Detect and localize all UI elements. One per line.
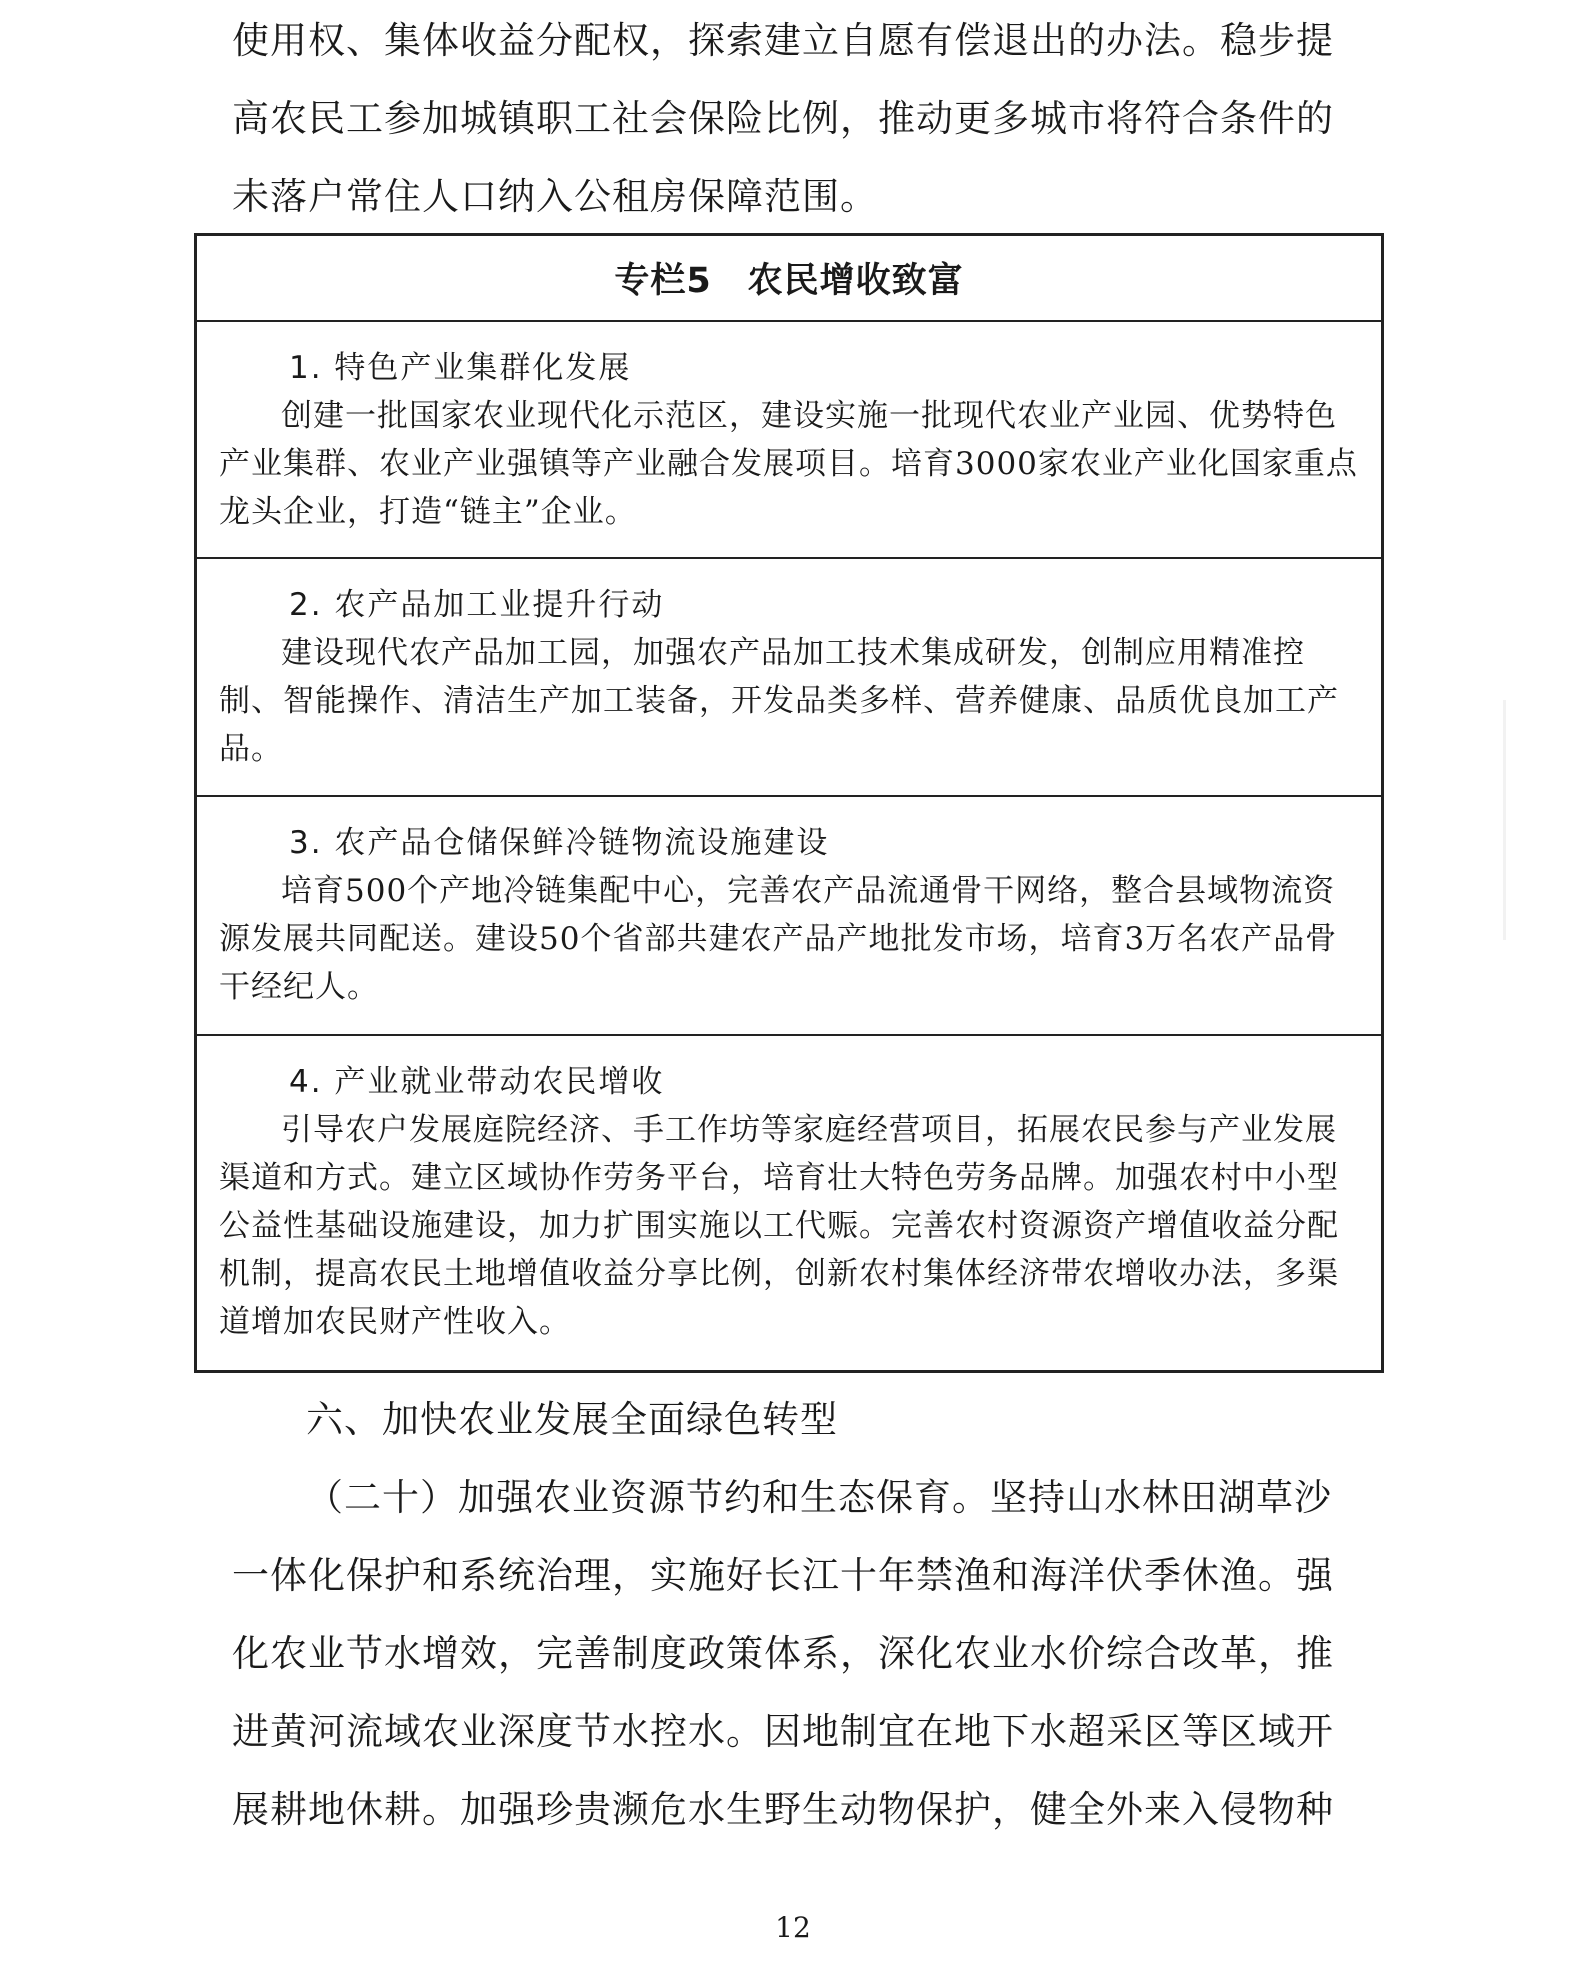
chapter-heading: 六、加快农业发展全面绿色转型 [306,1398,838,1441]
page-edge-shadow [1503,700,1506,940]
box-section-2 [197,559,1381,797]
section-body-3: 培育500个产地冷链集配中心，完善农产品流通骨干网络，整合县域物流资源发展共同配送。建设50个省部共建农产品产地批发市场，培育3万名农产品骨干经纪人。 [219,873,1338,1005]
box-section-1 [197,322,1381,559]
section-body-4: 引导农户发展庭院经济、手工作坊等家庭经营项目，拓展农民参与产业发展渠道和方式。建立区域协作劳务平台，培育壮大特色劳务品牌。加强农村中小型公益性基础设施建设，加力扩围实施以工代赈。完善农村资源资产增值收益分配机制，提高农民土地增值收益分享比例，创新农村集体经济带农增收办法，多渠道增加农民财产性收入。 [219,1112,1339,1340]
feature-box [194,233,1384,1373]
section-heading-4: 4. 产业就业带动农民增收 [289,1064,665,1100]
bottom-paragraph: （二十）加强农业资源节约和生态保育。坚持山水林田湖草沙一体化保护和系统治理，实施好长江十年禁渔和海洋伏季休渔。强化农业节水增效，完善制度政策体系，深化农业水价综合改革，推进黄河流域农业深度节水控水。因地制宜在地下水超采区等区域开展耕地休耕。加强珍贵濒危水生野生动物保护，健全外来入侵物种 [232,1476,1334,1831]
section-body-2: 建设现代农产品加工园，加强农产品加工技术集成研发，创制应用精准控制、智能操作、清洁生产加工装备，开发品类多样、营养健康、品质优良加工产品。 [219,635,1339,767]
page-number: 12 [775,1911,811,1944]
section-heading-2: 2. 农产品加工业提升行动 [289,587,665,623]
section-heading-1: 1. 特色产业集群化发展 [289,350,632,386]
top-paragraph: 使用权、集体收益分配权，探索建立自愿有偿退出的办法。稳步提高农民工参加城镇职工社会保险比例，推动更多城市将符合条件的未落户常住人口纳入公租房保障范围。 [232,19,1334,218]
box-title: 专栏5 农民增收致富 [197,236,1381,322]
section-heading-3: 3. 农产品仓储保鲜冷链物流设施建设 [289,825,830,861]
box-section-4 [197,1036,1381,1374]
section-body-1: 创建一批国家农业现代化示范区，建设实施一批现代农业产业园、优势特色产业集群、农业产业强镇等产业融合发展项目。培育3000家农业产业化国家重点龙头企业，打造“链主”企业。 [219,398,1358,530]
box-section-3 [197,797,1381,1036]
